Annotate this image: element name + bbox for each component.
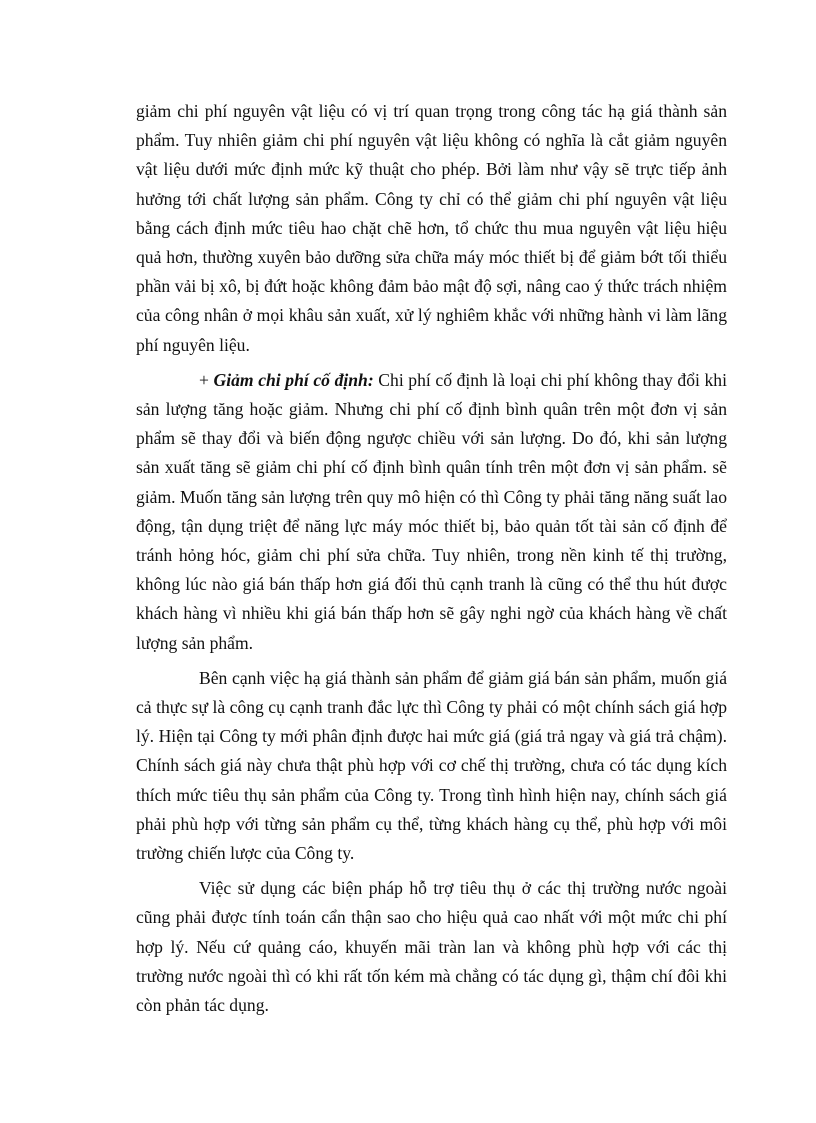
paragraph-fixed-cost [136, 366, 727, 658]
document-page [136, 97, 727, 1026]
paragraph-raw-material-cost: giảm chi phí nguyên vật liệu có vị trí quan trọng trong công tác hạ giá thành sản phẩm. Tuy nhiên giảm chi phí nguyên vật liệu không có nghĩa là cắt giảm nguyên vật liệu dưới mức định mức kỹ thuật cho phép. Bởi làm như vậy sẽ trực tiếp ảnh hưởng tới chất lượng sản phẩm. Công ty chỉ có thể giảm chi phí nguyên vật liệu bằng cách định mức tiêu hao chặt chẽ hơn, tổ chức thu mua nguyên vật liệu hiệu quả hơn, thường xuyên bảo dưỡng sửa chữa máy móc thiết bị để giảm bớt tối thiểu phần vải bị xô, bị đứt hoặc không đảm bảo mật độ sợi, nâng cao ý thức trách nhiệm của công nhân ở mọi khâu sản xuất, xử lý nghiêm khắc với những hành vi làm lãng phí nguyên liệu. [136, 101, 727, 355]
paragraph-pricing-policy: Bên cạnh việc hạ giá thành sản phẩm để giảm giá bán sản phẩm, muốn giá cả thực sự là công cụ cạnh tranh đắc lực thì Công ty phải có một chính sách giá hợp lý. Hiện tại Công ty mới phân định được hai mức giá (giá trả ngay và giá trả chậm). Chính sách giá này chưa thật phù hợp với cơ chế thị trường, chưa có tác dụng kích thích mức tiêu thụ sản phẩm của Công ty. Trong tình hình hiện nay, chính sách giá phải phù hợp với từng sản phẩm cụ thể, từng khách hàng cụ thể, phù hợp với môi trường chiến lược của Công ty. [136, 667, 727, 864]
paragraph-sales-support: Việc sử dụng các biện pháp hỗ trợ tiêu thụ ở các thị trường nước ngoài cũng phải được tính toán cẩn thận sao cho hiệu quả cao nhất với một mức chi phí hợp lý. Nếu cứ quảng cáo, khuyến mãi tràn lan và không phù hợp với các thị trường nước ngoài thì có khi rất tốn kém mà chẳng có tác dụng gì, thậm chí đôi khi còn phản tác dụng. [136, 878, 727, 1016]
paragraph-heading-fixed-cost: Giảm chi phí cố định: [213, 369, 374, 390]
paragraph-body: Chi phí cố định là loại chi phí không thay đổi khi sản lượng tăng hoặc giảm. Nhưng chi phí cố định bình quân trên một đơn vị sản phẩm sẽ thay đổi và biến động ngược chiều với sản lượng. Do đó, khi sản lượng sản xuất tăng sẽ giảm chi phí cố định bình quân tính trên một đơn vị sản phẩm. sẽ giảm. Muốn tăng sản lượng trên quy mô hiện có thì Công ty phải tăng năng suất lao động, tận dụng triệt để năng lực máy móc thiết bị, bảo quản tốt tài sản cố định để tránh hỏng hóc, giảm chi phí sửa chữa. Tuy nhiên, trong nền kinh tế thị trường, không lúc nào giá bán thấp hơn giá đối thủ cạnh tranh là cũng có thể thu hút được khách hàng vì nhiều khi giá bán thấp hơn sẽ gây nghi ngờ của khách hàng về chất lượng sản phẩm. [136, 369, 727, 653]
paragraph-prefix: + [199, 369, 214, 390]
